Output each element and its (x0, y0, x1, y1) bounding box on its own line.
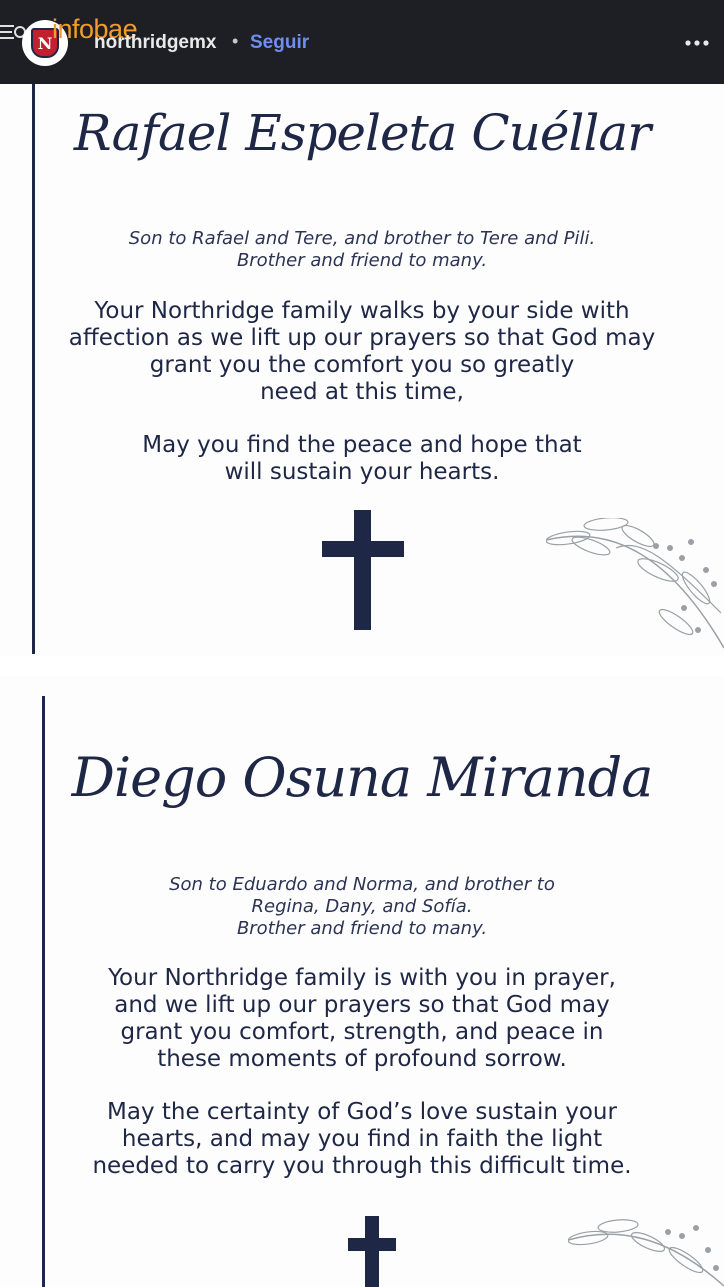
post-header (0, 0, 724, 84)
condolence-paragraph (0, 298, 724, 406)
subtitle-line: Son to Eduardo and Norma, and brother to (169, 874, 555, 895)
leaf-branch-icon (568, 1216, 724, 1287)
paragraph-line: grant you the comfort you so greatly (149, 352, 575, 378)
subtitle-line: Brother and friend to many. (236, 918, 488, 939)
leaf-branch-icon (546, 518, 724, 654)
avatar-letter: N (37, 33, 53, 53)
account-username[interactable]: northridgemx (94, 32, 217, 53)
paragraph-line: these moments of profound sorrow. (157, 1046, 567, 1072)
paragraph-line: need at this time, (260, 379, 464, 405)
more-options-icon[interactable] (684, 38, 710, 48)
memorial-name: Diego Osuna Miranda (71, 746, 653, 809)
cross-icon (322, 510, 404, 630)
subtitle-line: Son to Rafael and Tere, and brother to Tere and Pili. (128, 228, 596, 249)
paragraph-line: hearts, and may you find in faith the light (121, 1126, 603, 1152)
paragraph-line: will sustain your hearts. (224, 459, 500, 485)
condolence-paragraph (0, 965, 724, 1073)
family-subtitle (0, 228, 724, 272)
cross-icon (348, 1216, 396, 1287)
paragraph-line: May you find the peace and hope that (142, 432, 582, 458)
blessing-paragraph (0, 432, 724, 486)
condolence-card-1 (0, 84, 724, 656)
blessing-paragraph (0, 1099, 724, 1180)
paragraph-line: Your Northridge family is with you in prayer, (108, 965, 616, 991)
paragraph-line: grant you comfort, strength, and peace in (120, 1019, 604, 1045)
paragraph-line: Your Northridge family walks by your side with (94, 298, 630, 324)
follow-button[interactable]: Seguir (250, 32, 310, 53)
family-subtitle (0, 874, 724, 940)
subtitle-line: Regina, Dany, and Sofía. (251, 896, 473, 917)
watermark-logo: infobae (52, 14, 138, 44)
paragraph-line: May the certainty of God’s love sustain your (107, 1099, 617, 1125)
subtitle-line: Brother and friend to many. (236, 250, 488, 271)
separator-dot: • (232, 31, 239, 51)
paragraph-line: needed to carry you through this difficult time. (92, 1153, 632, 1179)
memorial-name: Rafael Espeleta Cuéllar (73, 104, 651, 162)
paragraph-line: affection as we lift up our prayers so that God may (68, 325, 656, 351)
condolence-card-2 (0, 676, 724, 1287)
paragraph-line: and we lift up our prayers so that God may (114, 992, 610, 1018)
